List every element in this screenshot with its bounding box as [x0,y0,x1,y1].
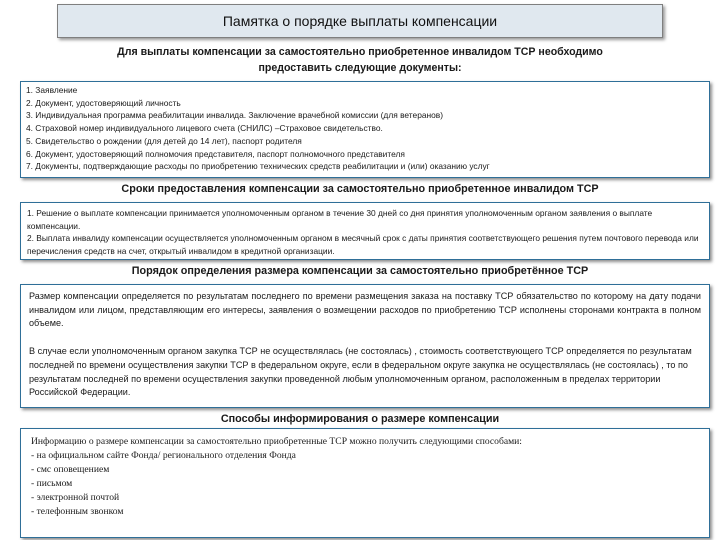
document-item: 5. Свидетельство о рождении (для детей до 14 лет), паспорт родителя [26,135,302,146]
terms-paragraph-1: 1. Решение о выплате компенсации принимается уполномоченным органом в течение 30 дней со дня принятия уполномоченным органом заявления о выплате компенсации. [27,208,653,231]
procedure-box [20,284,710,408]
info-method-item: - письмом [31,478,73,489]
info-method-item: - смс оповещением [31,464,110,475]
terms-heading: Сроки предоставления компенсации за самостоятельно приобретенное инвалидом ТСР [121,183,599,195]
info-method-item: - телефонным звонком [31,506,124,517]
document-item: 1. Заявление [26,85,78,95]
document-item: 3. Индивидуальная программа реабилитации инвалида. Заключение врачебной комиссии (для ветеранов) [26,110,444,121]
document-item: 4. Страховой номер индивидуального лицевого счета (СНИЛС) –Страховое свидетельство. [26,123,383,134]
procedure-paragraph-2: В случае если уполномоченным органом закупка ТСР не осуществлялась (не состоялась) , стоимость соответствующего ТСР определяется по результатам последней по времени осуществления закупки ТСР в федеральном округе, если в федеральном округе закупка не осуществлялась (не состоялась) , то по результатам последней по времени осуществления закупки проведенной любым уполномоченным органом, расположенным в пределах территории Российской Федерации. [29,346,692,398]
procedure-paragraph-1: Размер компенсации определяется по результатам последнего по времени размещения заказа на поставку ТСР обязательство по которому на дату подачи инвалидом или лицом, представляющим его интересы, заявления о возмещении расходов по приобретению ТСР исполнены сторонами контракта в полном объеме. [29,291,701,329]
page-title: Памятка о порядке выплаты компенсации [222,13,498,29]
info-method-item: - на официальном сайте Фонда/ регионального отделения Фонда [31,450,296,461]
terms-box [20,202,710,260]
documents-list-box [20,81,710,178]
document-item: 7. Документы, подтверждающие расходы по приобретению технических средств реабилитации и (или) оказанию услуг [26,161,490,172]
info-method-item: - электронной почтой [31,492,120,503]
document-item: 2. Документ, удостоверяющий личность [26,97,181,108]
document-item: 6. Документ, удостоверяющий полномочия представителя, паспорт полномочного представителя [26,148,405,159]
page-title-box [57,4,663,38]
intro-line-2: предоставить следующие документы: [258,62,462,74]
intro-text [70,44,650,76]
info-intro-line: Информацию о размере компенсации за самостоятельно приобретенные ТСР можно получить следующими способами: [31,436,522,447]
procedure-heading: Порядок определения размера компенсации за самостоятельно приобретённое ТСР [131,265,589,277]
info-box [20,428,710,538]
terms-paragraph-2: 2. Выплата инвалиду компенсации осуществляется уполномоченным органом в месячный срок с даты принятия соответствующего решения путем почтового перевода или перечисления средств на счет, открытый инвалидом в кредитной организации. [27,233,699,257]
intro-line-1: Для выплаты компенсации за самостоятельно приобретенное инвалидом ТСР необходимо [117,46,603,58]
info-heading: Способы информирования о размере компенсации [220,413,500,425]
